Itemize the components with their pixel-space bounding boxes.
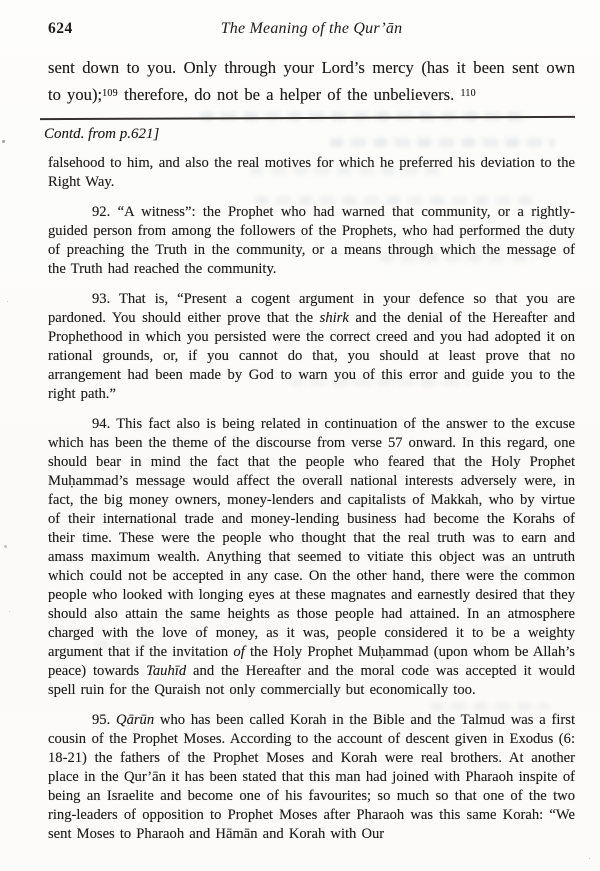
running-title: The Meaning of the Qur’ān [220,20,403,37]
footnote-94: 94. This fact also is being related in continuation of the answer to the excuse which has been the theme of the discourse from verse 57 onward. In this regard, one should bear in mind the fact that the people who feared that the Holy Prophet Muḥammad’s message would affect the overall national interests adversely were, in fact, the big money owners, money-lenders and capitalists of Makkah, who by virtue of their international trade and money-lending business had become the Korahs of their time. These were the people who thought that the real truth was to earn and amass maximum wealth. Anything that seemed to vitiate this object was an untruth which could not be accepted in any case. On the other hand, there were the common people who looked with longing eyes at these magnates and earnestly desired that they should also attain the same heights as those people had attained. In an atmosphere charged with the love of money, as it was, people considered it to be a weighty argument that if the invitation of the Holy Prophet Muḥammad (upon whom be Allah’s peace) towards Tauhīd and the Hereafter and the moral code was accepted it would spell ruin for the Quraish not only commercially but economically too. [48,416,575,698]
footnote-93: 93. That is, “Present a cogent argument in your defence so that you are pardoned. You should either prove that the shirk and the denial of the Hereafter and Prophethood in which you persisted were the correct creed and you had adopted it on rational grounds, or, if you cannot do that, you should at least prove that no arrangement had been made by God to warn you of this error and guide you to the right path.” [48,291,575,402]
contd-note: Contd. from p.621] [44,126,160,142]
footnote-95: 95. Qārūn who has been called Korah in the Bible and the Talmud was a first cousin of the Prophet Moses. According to the account of descent given in Exodus (6: 18-21) the fathers of the Prophet Moses and Korah were real brothers. At another place in the Qur’ān it has been stated that this man had joined with Pharaoh inspite of being an Israelite and become one of his favourites; so much so that one of the two ring-leaders of opposition to Prophet Moses after Pharaoh was this same Korah: “We sent Moses to Pharaoh and Hāmān and Korah with Our [48,712,575,842]
main-translation-text: sent down to you. Only through your Lord’s mercy (has it been sent own to you);$^{109}$ therefore, do not be a helper of the unbelievers. $^{110}$ [48,58,575,104]
footnote-divider-rule [40,116,575,120]
page-content [44,20,575,844]
footnotes-section [48,154,575,844]
footnote-continuation: falsehood to him, and also the real motives for which he preferred his deviation to the Right Way. [48,155,575,190]
page-header [48,20,575,42]
scan-speck [2,140,5,143]
footnote-92: 92. “A witness”: the Prophet who had warned that community, or a rightly-guided person from among the followers of the Prophets, who had performed the duty of preaching the Truth in the community, or a means through which the message of the Truth had reached the community. [48,204,575,277]
page-number: 624 [48,20,73,37]
